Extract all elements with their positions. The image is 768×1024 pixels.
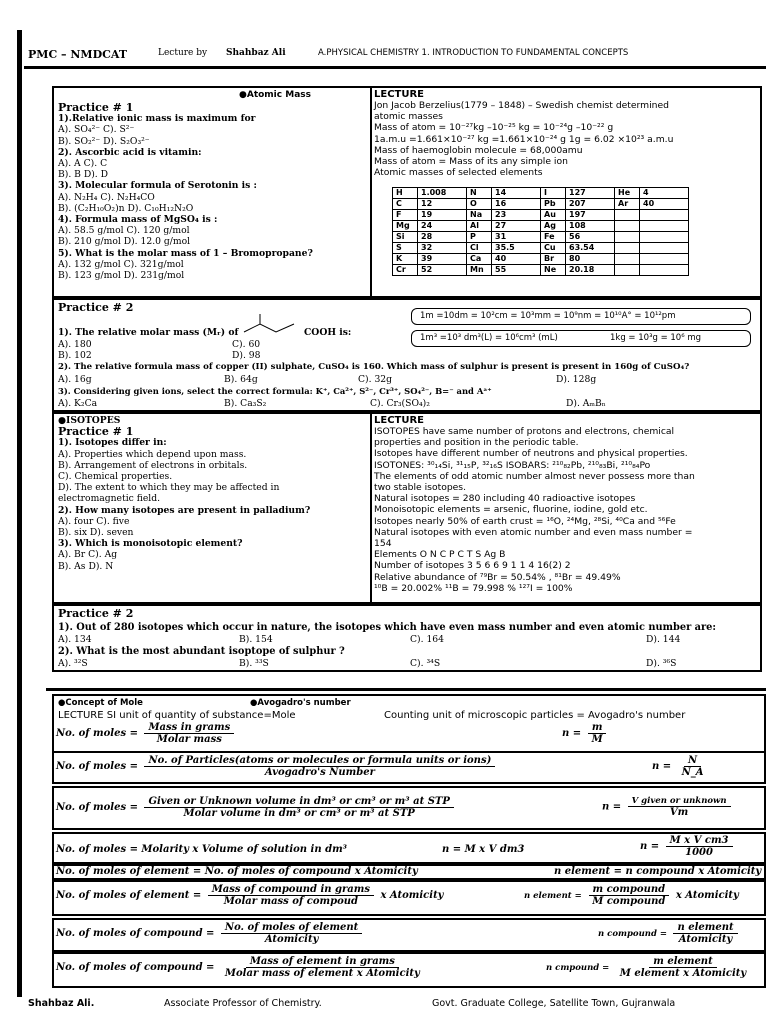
element-mass <box>640 265 689 276</box>
practice-1-line-15: B). 123 g/mol D). 231g/mol <box>58 270 185 282</box>
f6-num: Mass of compound in grams <box>208 884 374 896</box>
isotopes-lecture-line-6: Natural isotopes = 280 including 40 radioactive isotopes <box>374 493 636 505</box>
isotopes-section <box>52 412 762 604</box>
isotopes-practice-line-10: B). six D). seven <box>58 527 134 539</box>
p2-q1: 1). The relative molar mass (Mᵣ) of <box>58 327 239 338</box>
isotopes-lecture-line-10: 154 <box>374 538 392 550</box>
p2-q1-opt-b: B). 102 <box>58 350 92 361</box>
volume-conversion-text: 1m³ =10³ dm³(L) = 10⁶cm³ (mL) <box>420 333 558 343</box>
element-symbol: Mn <box>467 265 492 276</box>
atomic-lecture-line-0: Jon Jacob Berzelius(1779 – 1848) – Swedish chemist determined <box>374 100 669 111</box>
f3-num: Given or Unknown volume in dm³ or cm³ or m³ at STP <box>144 796 453 808</box>
isotopes-practice-line-0: ●ISOTOPES <box>58 415 121 426</box>
iso-p2-q1-opt-d: D). 144 <box>646 634 681 645</box>
isotopes-lecture-line-0: ISOTOPES have same number of protons and electrons, chemical <box>374 426 675 437</box>
f1-n: n = <box>562 728 582 739</box>
f6-n: n element = <box>524 891 582 901</box>
practice-1-line-2: A). SO₄²⁻ C). S²⁻ <box>58 124 135 136</box>
p2-q3-opt-c: C). Cr₃(SO₄)₂ <box>370 398 430 409</box>
f6-lhs: No. of moles of element = <box>56 890 202 901</box>
formula-7-short <box>598 922 741 945</box>
isotopes-lecture-line-1: properties and position in the periodic table. <box>374 437 579 449</box>
isotopes-practice-line-11: 3). Which is monoisotopic element? <box>58 538 243 550</box>
formula-1 <box>56 722 237 745</box>
f6-rnum: m compound <box>589 884 670 896</box>
isotopes-lecture-line-3: ISOTONES: ³⁰₁₄Si, ³¹₁₅P, ³²₁₆S ISOBARS: ²¹⁰₈₂Pb, ²¹⁰₈₃Bi, ²¹⁰₈₄Po <box>374 459 651 471</box>
header-author: Shahbaz Ali <box>226 48 286 58</box>
element-symbol: P <box>467 232 492 243</box>
practice-1-line-14: A). 132 g/mol C). 321g/mol <box>58 258 184 270</box>
isotopes-practice-line-12: A). Br C). Ag <box>58 549 118 561</box>
isotopes-lecture-line-2: Isotopes have different number of neutrons and physical properties. <box>374 448 688 460</box>
isotopes-lecture-line-13: Relative abundance of ⁷⁹Br = 50.54% , ⁸¹Br = 49.49% <box>374 571 621 583</box>
f3-rden: Vm <box>669 807 689 818</box>
element-symbol <box>615 221 640 232</box>
element-row <box>393 254 689 265</box>
formula-4: No. of moles = Molarity x Volume of solution in dm³ <box>56 844 348 855</box>
p2-q1-opt-c: C). 60 <box>232 339 261 350</box>
element-symbol <box>615 232 640 243</box>
isotopes-lecture <box>372 414 760 602</box>
element-mass: 39 <box>418 254 467 265</box>
isotopes-practice-line-1: Practice # 1 <box>58 425 134 439</box>
f1-lhs: No. of moles = <box>56 728 138 739</box>
element-mass: 16 <box>492 199 541 210</box>
practice-1-line-4: 2). Ascorbic acid is vitamin: <box>58 146 202 158</box>
isotopes-lecture-line-11: Elements O N C P C T S Ag B <box>374 549 506 561</box>
practice-1-line-10: 4). Formula mass of MgSO₄ is : <box>58 214 218 226</box>
element-symbol: Ca <box>467 254 492 265</box>
f8-rden: M element x Atomicity <box>619 968 747 979</box>
mole-lecture-line <box>58 710 296 721</box>
isotopes-practice-line-2: 1). Isotopes differ in: <box>58 437 167 449</box>
isotopes-practice-line-13: B). As D). N <box>58 560 114 572</box>
element-symbol: I <box>541 188 566 199</box>
element-mass: 14 <box>492 188 541 199</box>
f6-rden: M compound <box>592 896 666 907</box>
left-margin-bar <box>17 30 22 997</box>
atomic-lecture-line-1: atomic masses <box>374 111 443 123</box>
avogadro-number-tag: ●Avogadro's number <box>250 698 351 708</box>
formula-row-7 <box>52 918 766 952</box>
element-mass <box>640 254 689 265</box>
isotopes-practice-column <box>54 414 372 602</box>
element-symbol: Si <box>393 232 418 243</box>
iso-p2-q1: 1). Out of 280 isotopes which occur in nature, the isotopes which have even mass number and even atomic number are: <box>58 622 717 633</box>
element-row <box>393 188 689 199</box>
f3-lhs: No. of moles = <box>56 802 138 813</box>
element-mass: 1.008 <box>418 188 467 199</box>
mole-section-rule <box>46 688 766 691</box>
element-mass: 127 <box>566 188 615 199</box>
element-row <box>393 199 689 210</box>
atomic-lecture-line-2: Mass of atom = 10⁻²⁷kg –10⁻²⁵ kg = 10⁻²⁴g –10⁻²² g <box>374 122 614 134</box>
f3-den: Molar volume in dm³ or cm³ or m³ at STP <box>183 808 415 819</box>
isotopes-practice-2-title: Practice # 2 <box>58 607 134 620</box>
header-brand: PMC – NMDCAT <box>28 48 128 61</box>
f6-rx: x Atomicity <box>675 890 739 901</box>
element-symbol: H <box>393 188 418 199</box>
isotopes-practice-questions <box>58 415 310 572</box>
p2-q1-opt-d: D). 98 <box>232 350 261 361</box>
element-row <box>393 210 689 221</box>
element-symbol: F <box>393 210 418 221</box>
element-mass <box>640 232 689 243</box>
element-row <box>393 265 689 276</box>
f7-n: n compound = <box>598 929 667 939</box>
atomic-mass-lecture <box>372 88 760 296</box>
iso-p2-q1-opt-a: A). 134 <box>58 634 92 645</box>
p2-q2-opt-b: B). 64g <box>224 374 258 385</box>
header-rule <box>24 66 766 69</box>
p2-q1-cooh: COOH is: <box>304 327 352 338</box>
mass-conversion-text: 1kg = 10³g = 10⁶ mg <box>610 333 701 343</box>
element-symbol: Cl <box>467 243 492 254</box>
formula-5: No. of moles of element = No. of moles of compound x Atomicity <box>56 866 418 877</box>
element-symbol: Cu <box>541 243 566 254</box>
element-symbol <box>615 243 640 254</box>
formula-6 <box>56 884 444 907</box>
si-unit-text: SI unit of quantity of substance=Mole <box>106 710 296 721</box>
f2-rden: N_A <box>681 767 704 778</box>
length-conversion <box>411 308 751 325</box>
f4-rden: 1000 <box>685 847 713 858</box>
formula-2-short <box>652 755 711 778</box>
header-chapter: A.PHYSICAL CHEMISTRY 1. INTRODUCTION TO FUNDAMENTAL CONCEPTS <box>318 48 629 58</box>
isotopes-lecture-title: LECTURE <box>374 415 425 426</box>
isotopes-lecture-line-14: ¹⁰B = 20.002% ¹¹B = 79.998 % ¹²⁷I = 100% <box>374 582 573 594</box>
f8-den: Molar mass of element x Atomicity <box>224 968 420 979</box>
f8-rnum: m element <box>649 956 716 968</box>
f3-rnum: V given or unknown <box>628 796 731 807</box>
element-symbol: Fe <box>541 232 566 243</box>
element-symbol: He <box>615 188 640 199</box>
p2-q2-opt-d: D). 128g <box>556 374 597 385</box>
practice-1-line-13: 5). What is the molar mass of 1 – Bromopropane? <box>58 247 313 259</box>
atomic-lecture-line-3: 1a.m.u =1.661×10⁻²⁷ kg =1.661×10⁻²⁴ g 1g = 6.02 ×10²³ a.m.u <box>374 133 674 145</box>
element-mass: 56 <box>566 232 615 243</box>
isotopes-lecture-line-9: Natural isotopes with even atomic number and even mass number = <box>374 526 693 538</box>
element-mass: 32 <box>418 243 467 254</box>
practice-1-line-11: A). 58.5 g/mol C). 120 g/mol <box>58 225 190 237</box>
element-symbol: Na <box>467 210 492 221</box>
element-symbol: Mg <box>393 221 418 232</box>
element-symbol: Au <box>541 210 566 221</box>
f8-lhs: No. of moles of compound = <box>56 962 215 973</box>
iso-p2-q2-opt-a: A). ³²S <box>58 658 88 669</box>
element-mass: 19 <box>418 210 467 221</box>
iso-p2-q2-opt-c: C). ³⁴S <box>410 658 441 669</box>
element-mass-table <box>392 187 689 276</box>
formula-2 <box>56 755 498 778</box>
mole-concept-section <box>52 694 766 751</box>
formula-6-short <box>524 884 739 907</box>
lecture-notes <box>374 100 673 178</box>
p2-q2-opt-c: C). 32g <box>358 374 393 385</box>
structure-skeleton-icon <box>242 314 312 336</box>
practice-1-column <box>54 88 372 296</box>
element-symbol: K <box>393 254 418 265</box>
element-symbol: N <box>467 188 492 199</box>
element-mass: 197 <box>566 210 615 221</box>
footer-college: Govt. Graduate College, Satellite Town, Gujranwala <box>432 998 676 1009</box>
element-mass: 35.5 <box>492 243 541 254</box>
formula-4-short <box>640 835 736 858</box>
p2-q3-opt-d: D). AₘBₙ <box>566 398 606 409</box>
footer-post: Associate Professor of Chemistry. <box>164 998 322 1009</box>
element-symbol: Cr <box>393 265 418 276</box>
practice-1-line-0: Practice # 1 <box>58 101 134 114</box>
f7-rnum: n element <box>673 922 737 934</box>
formula-3 <box>56 796 457 819</box>
lecture-title: LECTURE <box>374 89 425 100</box>
f7-lhs: No. of moles of compound = <box>56 928 215 939</box>
formula-row-8 <box>52 952 766 988</box>
element-mass: 23 <box>492 210 541 221</box>
iso-p2-q2-opt-d: D). ³⁶S <box>646 658 677 669</box>
f2-n: n = <box>652 761 672 772</box>
isotopes-lecture-line-8: Isotopes nearly 50% of earth crust = ¹⁶O, ²⁴Mg, ²⁸Si, ⁴⁰Ca and ⁵⁶Fe <box>374 515 676 527</box>
practice-2-title: Practice # 2 <box>58 301 134 314</box>
f1-den: Molar mass <box>156 734 222 745</box>
formula-row-6 <box>52 880 766 916</box>
atomic-lecture-line-5: Mass of atom = Mass of its any simple ion <box>374 156 568 168</box>
concept-of-mole-tag: ●Concept of Mole <box>58 698 143 708</box>
atomic-mass-section <box>52 86 762 298</box>
element-mass: 27 <box>492 221 541 232</box>
practice-1-line-1: 1).Relative ionic mass is maximum for <box>58 113 256 125</box>
atomic-mass-subtitle: ●Atomic Mass <box>239 90 311 100</box>
f2-num: No. of Particles(atoms or molecules or formula units or ions) <box>144 755 495 767</box>
element-symbol: Pb <box>541 199 566 210</box>
formula-8 <box>56 956 427 979</box>
header-lecture-by: Lecture by <box>158 48 208 58</box>
element-mass: 63.54 <box>566 243 615 254</box>
element-mass: 12 <box>418 199 467 210</box>
element-symbol: Al <box>467 221 492 232</box>
element-mass: 31 <box>492 232 541 243</box>
isotopes-lecture-line-4: The elements of odd atomic number almost never possess more than <box>374 470 695 482</box>
f2-lhs: No. of moles = <box>56 761 138 772</box>
formula-4-mid: n = M x V dm3 <box>442 844 525 855</box>
element-mass: 4 <box>640 188 689 199</box>
formula-7 <box>56 922 365 945</box>
element-mass: 80 <box>566 254 615 265</box>
footer-name: Shahbaz Ali. <box>28 998 95 1009</box>
isotopes-practice-line-8: 2). How many isotopes are present in palladium? <box>58 504 311 516</box>
iso-p2-q1-opt-c: C). 164 <box>410 634 444 645</box>
f1-rnum: m <box>588 722 607 734</box>
counting-unit-text: Counting unit of microscopic particles = Avogadro's number <box>384 710 686 721</box>
practice-1-line-7: 3). Molecular formula of Serotonin is : <box>58 180 257 192</box>
element-symbol: Ag <box>541 221 566 232</box>
element-mass: 52 <box>418 265 467 276</box>
element-mass: 108 <box>566 221 615 232</box>
element-mass: 207 <box>566 199 615 210</box>
f8-n: n cmpound = <box>546 963 610 973</box>
practice-2-section <box>52 298 762 412</box>
element-mass: 20.18 <box>566 265 615 276</box>
element-symbol: O <box>467 199 492 210</box>
isotopes-practice-line-3: A). Properties which depend upon mass. <box>58 448 247 460</box>
element-symbol: Br <box>541 254 566 265</box>
f6-x: x Atomicity <box>380 890 444 901</box>
practice-1-questions <box>58 102 313 281</box>
isotopes-practice-line-5: C). Chemical properties. <box>58 471 173 483</box>
element-mass: 55 <box>492 265 541 276</box>
element-mass: 24 <box>418 221 467 232</box>
iso-p2-q2-opt-b: B). ³³S <box>239 658 269 669</box>
length-conversion-text: 1m =10dm = 10²cm = 10³mm = 10⁹nm = 10¹⁰A° = 10¹²pm <box>420 311 676 321</box>
isotopes-practice-2-section <box>52 604 762 672</box>
practice-1-line-5: A). A C). C <box>58 158 108 170</box>
formula-8-short <box>546 956 753 979</box>
p2-q3-opt-b: B). Ca₃S₂ <box>224 398 267 409</box>
element-symbol: Ne <box>541 265 566 276</box>
p2-q2-opt-a: A). 16g <box>58 374 92 385</box>
page-header <box>28 48 758 64</box>
isotopes-lecture-line-5: two stable isotopes. <box>374 482 467 494</box>
element-row <box>393 243 689 254</box>
f3-n: n = <box>602 801 622 813</box>
f8-num: Mass of element in grams <box>246 956 399 968</box>
element-mass <box>640 221 689 232</box>
isotopes-practice-line-4: B). Arrangement of electrons in orbitals. <box>58 459 248 471</box>
f4-n: n = <box>640 841 660 852</box>
atomic-lecture-line-4: Mass of haemoglobin molecule = 68,000amu <box>374 144 583 156</box>
practice-1-line-6: B). B D). D <box>58 169 109 181</box>
isotopes-lecture-line-7: Monoisotopic elements = arsenic, fluorine, iodine, gold etc. <box>374 504 648 516</box>
element-symbol: C <box>393 199 418 210</box>
f7-num: No. of moles of element <box>221 922 362 934</box>
iso-p2-q1-opt-b: B). 154 <box>239 634 273 645</box>
p2-q3-opt-a: A). K₂Ca <box>58 398 98 409</box>
atomic-lecture-line-6: Atomic masses of selected elements <box>374 167 543 179</box>
element-symbol <box>615 265 640 276</box>
practice-1-line-9: B). (C₂H₁₀O₂)n D). C₁₀H₁₂N₂O <box>58 202 194 214</box>
p2-q2: 2). The relative formula mass of copper (II) sulphate, CuSO₄ is 160. Which mass of sulphur is present is present in 160g of CuSO₄? <box>58 362 690 372</box>
isotopes-lecture-notes <box>374 426 695 594</box>
iso-p2-q2: 2). What is the most abundant isoptope of sulphur ? <box>58 646 345 657</box>
isotopes-lecture-line-12: Number of isotopes 3 5 6 6 9 1 1 4 16(2) 2 <box>374 560 571 572</box>
element-mass: 40 <box>640 199 689 210</box>
element-symbol: S <box>393 243 418 254</box>
element-mass <box>640 210 689 221</box>
element-mass <box>640 243 689 254</box>
practice-1-line-12: B). 210 g/mol D). 12.0 g/mol <box>58 236 191 248</box>
element-symbol: Ar <box>615 199 640 210</box>
formula-row-3 <box>52 786 766 830</box>
isotopes-practice-line-9: A). four C). five <box>58 515 130 527</box>
volume-mass-conversion <box>411 330 751 347</box>
p2-q3: 3). Considering given ions, select the correct formula: K⁺, Ca²⁺, S²⁻, Cr³⁺, SO₄²⁻, B=⁻ and Aᵃ⁺ <box>58 386 492 396</box>
element-symbol <box>615 254 640 265</box>
element-row <box>393 221 689 232</box>
f2-den: Avogadro's Number <box>264 767 375 778</box>
f1-rden: M <box>591 734 603 745</box>
f2-rnum: N <box>684 755 701 767</box>
f4-rnum: M x V cm3 <box>666 835 733 847</box>
element-mass: 40 <box>492 254 541 265</box>
isotopes-practice-line-7: electromagnetic field. <box>58 493 161 505</box>
formula-row-4 <box>52 832 766 864</box>
f6-den: Molar mass of compoud <box>223 896 359 907</box>
formula-3-short <box>602 796 734 818</box>
practice-1-line-3: B). SO₂²⁻ D). S₂O₃²⁻ <box>58 135 150 147</box>
f7-den: Atomicity <box>264 934 319 945</box>
element-mass: 28 <box>418 232 467 243</box>
mole-lecture-title: LECTURE <box>58 710 104 721</box>
formula-1-short <box>562 722 610 745</box>
element-row <box>393 232 689 243</box>
element-symbol <box>615 210 640 221</box>
formula-row-5 <box>52 864 766 880</box>
f7-rden: Atomicity <box>678 934 733 945</box>
p2-q1-opt-a: A). 180 <box>58 339 92 350</box>
isotopes-practice-line-6: D). The extent to which they may be affected in <box>58 482 280 494</box>
practice-1-line-8: A). N₂H₄ C). N₂H₄CO <box>58 191 155 203</box>
formula-5-short: n element = n compound x Atomicity <box>554 866 762 877</box>
f1-num: Mass in grams <box>144 722 234 734</box>
formula-row-2 <box>52 751 766 784</box>
